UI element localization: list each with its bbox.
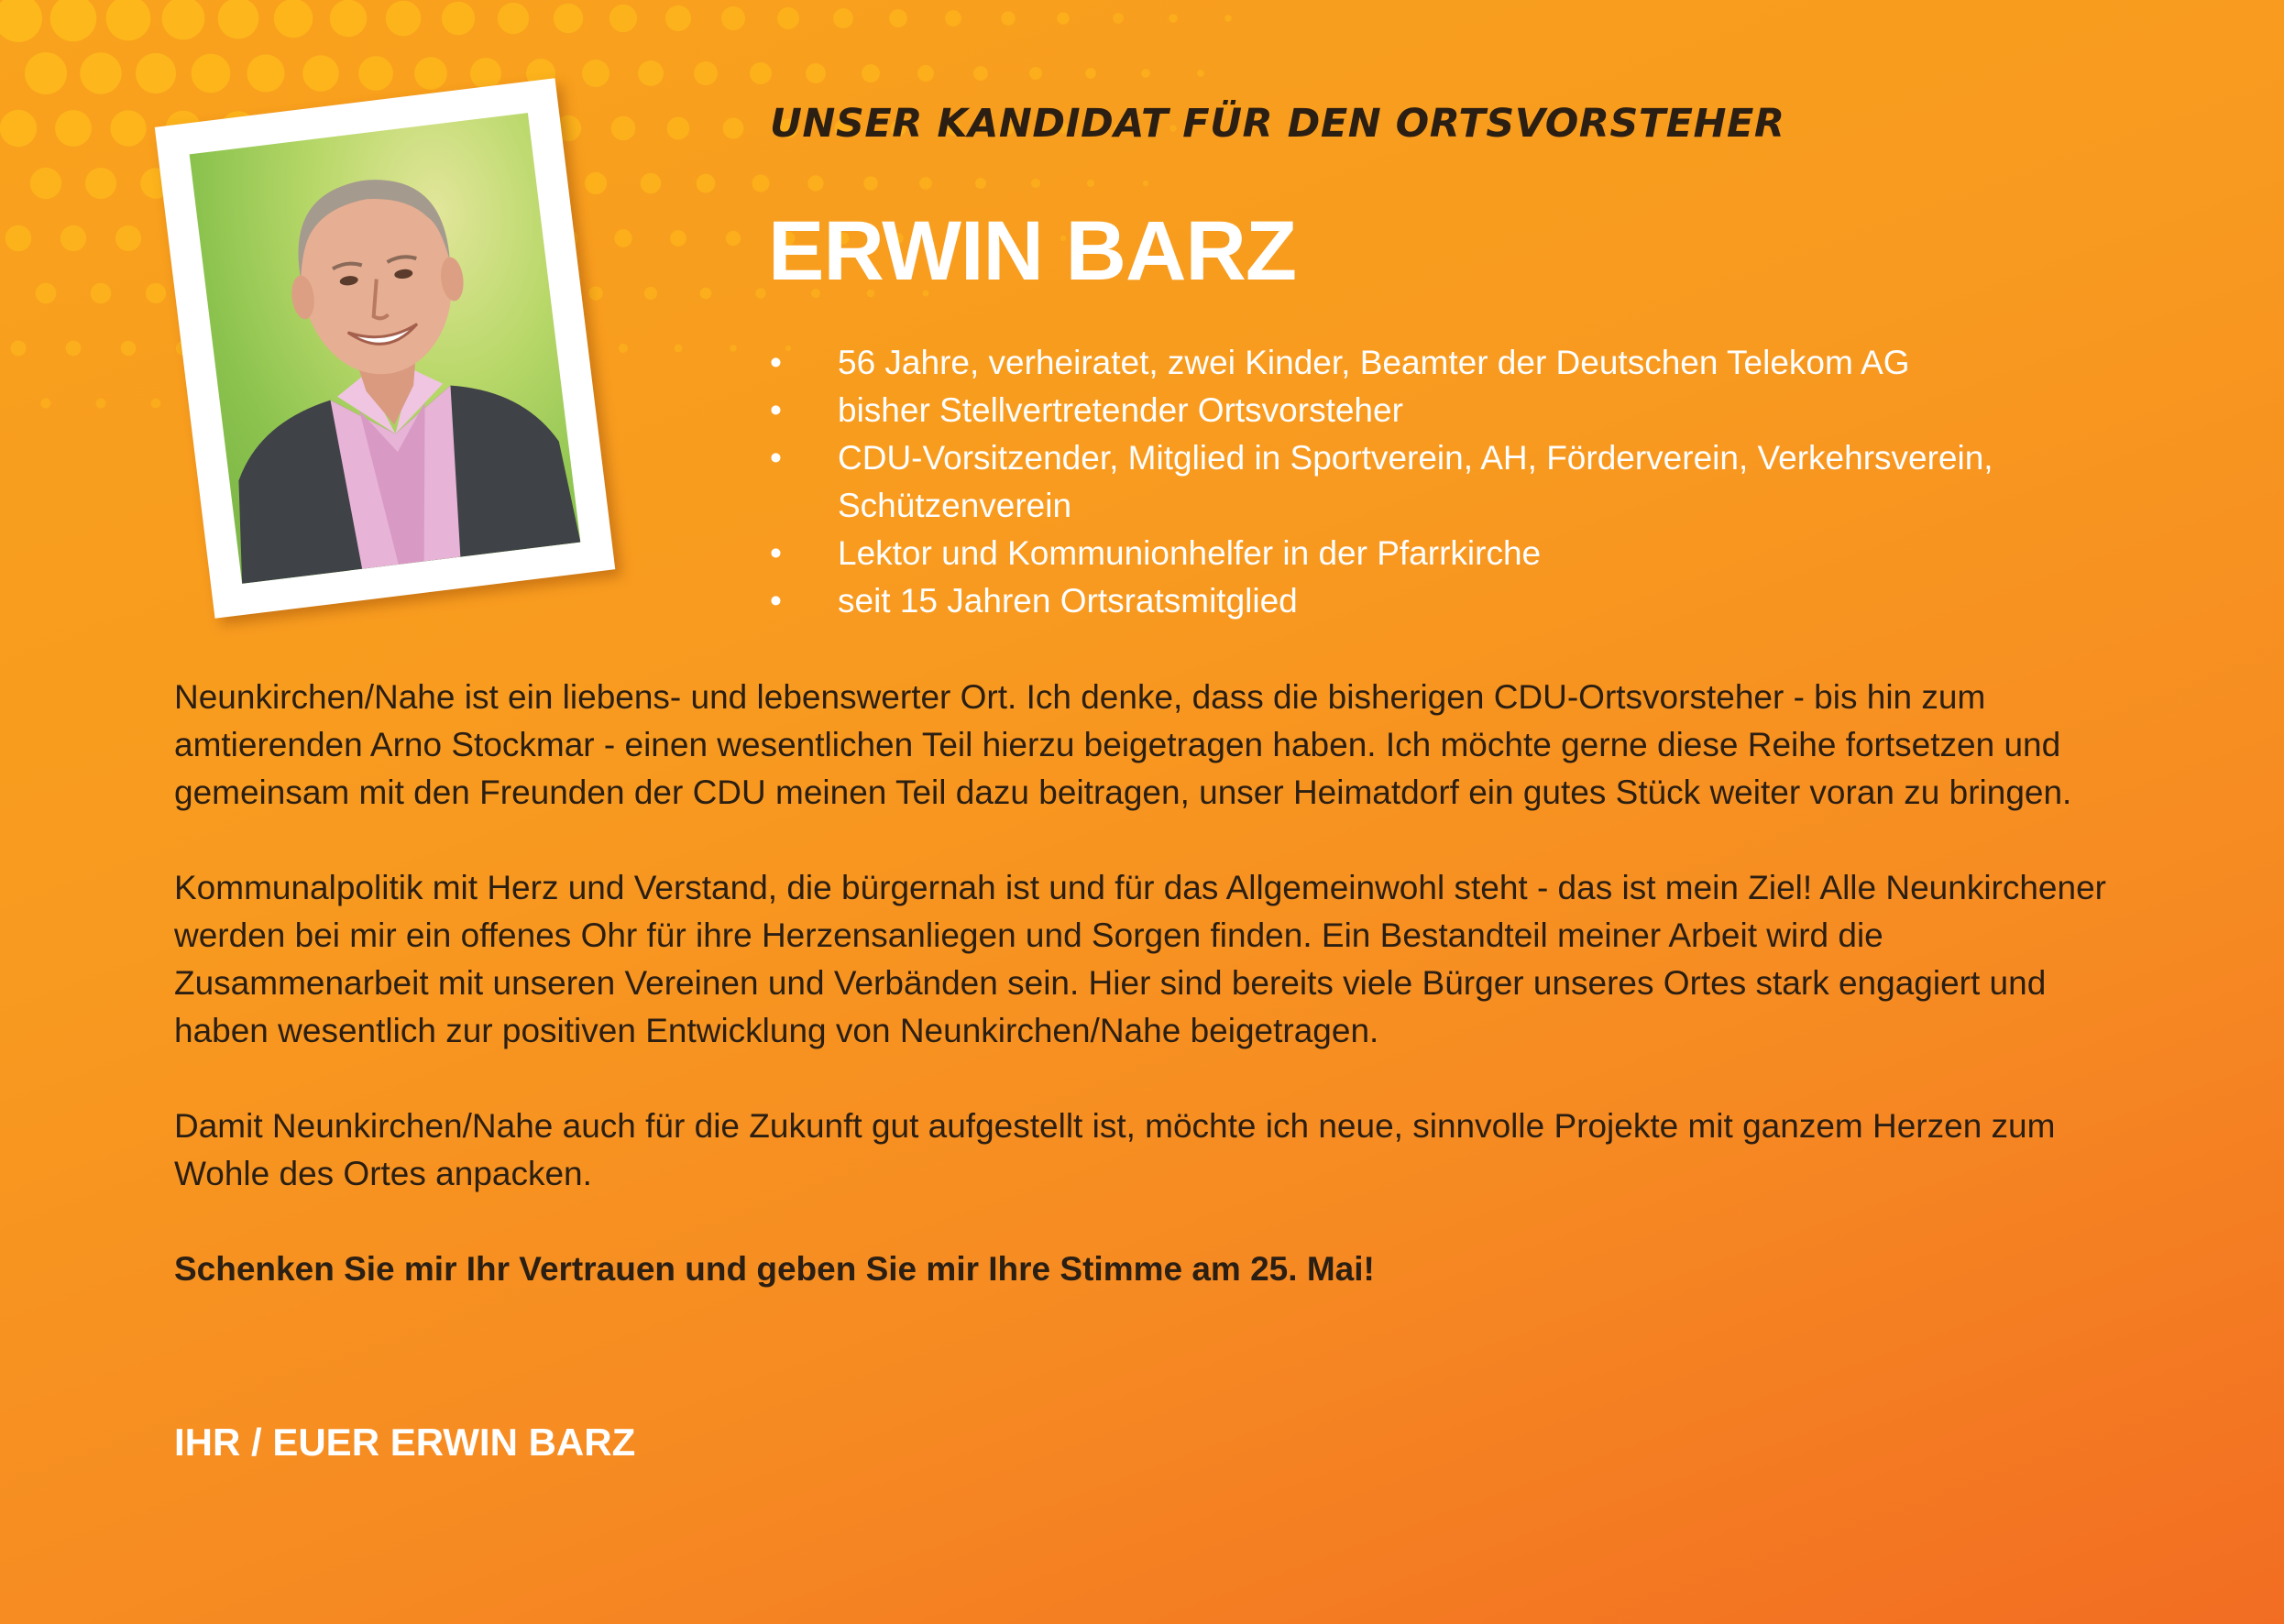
halftone-dot [730,345,737,352]
halftone-dot [862,64,880,82]
candidate-kicker: UNSER KANDIDAT FÜR DEN ORTSVORSTEHER [770,101,1785,147]
halftone-dot [146,283,166,303]
statement-paragraph-2: Kommunalpolitik mit Herz und Verstand, die bürgernah ist und für das Allgemeinwohl steht - das ist mein Ziel! Alle Neunkirchener werden bei mir ein offenes Ohr für ihre Herzensanliegen und Sorgen finden. Ein Bestandteil meiner Arbeit wird die Zusammenarbeit mit unseren Vereinen und Verbänden sein. Hier sind bereits viele Bürger unseres Ortes stark engagiert und haben wesentlich zur positiven Entwicklung von Neunkirchen/Nahe beigetragen. [174,869,2106,1049]
candidate-portrait-icon [190,113,581,584]
halftone-dot [302,55,339,92]
halftone-dot [50,0,97,41]
halftone-dot [36,283,57,304]
candidate-name: ERWIN BARZ [768,204,1297,298]
candidate-photo-frame [155,78,616,619]
halftone-dot [1031,179,1040,188]
halftone-dot [670,230,686,247]
halftone-dot [638,60,664,86]
fact-item: • CDU-Vorsitzender, Mitglied in Sportverein, AH, Förderverein, Verkehrsverein, Schützenverein [770,434,2145,530]
halftone-dot [619,344,628,353]
halftone-dot [919,177,932,190]
halftone-dot [700,288,712,300]
signature: IHR / EUER ERWIN BARZ [174,1421,636,1464]
halftone-dot [1169,14,1177,22]
halftone-dot [5,225,32,252]
halftone-dot [609,5,637,32]
halftone-dot [1113,13,1124,24]
halftone-dot [665,5,691,31]
halftone-dot [863,176,878,191]
halftone-dot [675,345,683,353]
halftone-dot [60,225,86,251]
halftone-dot [755,288,765,298]
halftone-dot [1141,69,1150,78]
halftone-dot [807,175,823,191]
call-to-action: Schenken Sie mir Ihr Vertrauen und geben Sie mir Ihre Stimme am 25. Mai! [174,1250,1375,1288]
halftone-dot [721,6,745,30]
halftone-dot [588,286,602,300]
halftone-dot [25,52,67,94]
halftone-dot [611,116,636,141]
halftone-dot [162,0,205,39]
halftone-dot [115,225,141,251]
halftone-dot [752,174,769,192]
halftone-dot [55,110,92,147]
fact-item: • seit 15 Jahren Ortsratsmitglied [770,577,2145,625]
halftone-dot [498,3,529,34]
halftone-dot [585,172,607,194]
halftone-dot [806,63,826,83]
halftone-dot [106,0,151,40]
halftone-dot [0,110,37,147]
halftone-dot [1143,181,1148,186]
halftone-dot [414,57,447,90]
halftone-dot [945,10,961,27]
candidate-statement [174,674,2145,1341]
halftone-dot [641,173,662,194]
halftone-dot [121,341,137,357]
halftone-dot [218,0,259,38]
halftone-dot [1057,12,1070,25]
halftone-dot [30,168,61,199]
halftone-dot [1087,180,1094,187]
halftone-dot [1224,15,1231,21]
halftone-dot [694,61,718,85]
halftone-dot [442,2,475,35]
halftone-dot [1085,68,1096,79]
halftone-dot [1001,11,1016,26]
fact-item: • bisher Stellvertretender Ortsvorsteher [770,387,2145,434]
halftone-dot [274,0,313,38]
statement-paragraph-3: Damit Neunkirchen/Nahe auch für die Zukunft gut aufgestellt ist, möchte ich neue, sinnvolle Projekte mit ganzem Herzen zum Wohle des Ortes anpacken. [174,1107,2056,1192]
halftone-dot [247,54,284,92]
halftone-dot [110,110,146,146]
halftone-dot [723,118,744,139]
halftone-dot [386,1,422,37]
halftone-dot [750,62,772,84]
halftone-dot [667,117,690,140]
halftone-dot [554,4,583,33]
halftone-dot [833,8,853,28]
halftone-dot [1029,67,1042,80]
candidate-facts-list [770,339,2145,625]
fact-item: • 56 Jahre, verheiratet, zwei Kinder, Beamter der Deutschen Telekom AG [770,339,2145,387]
halftone-dot [777,7,799,29]
halftone-dot [41,399,51,409]
halftone-dot [192,54,231,93]
halftone-dot [697,174,716,193]
halftone-dot [80,52,121,93]
halftone-dot [330,0,368,37]
halftone-dot [85,168,116,199]
halftone-dot [151,399,161,409]
halftone-dot [91,283,112,304]
halftone-dot [96,399,106,409]
fact-item: • Lektor und Kommunionhelfer in der Pfarrkirche [770,530,2145,577]
halftone-dot [136,53,176,93]
halftone-dot [582,60,609,87]
halftone-dot [975,178,986,189]
halftone-dot [726,231,741,246]
halftone-dot [358,56,393,91]
halftone-dot [917,65,934,82]
halftone-dot [0,0,42,42]
statement-paragraph-1: Neunkirchen/Nahe ist ein liebens- und lebenswerter Ort. Ich denke, dass die bisherigen CDU-Ortsvorsteher - bis hin zum amtierenden Arno Stockmar - einen wesentlichen Teil hierzu beigetragen haben. Ich möchte gerne diese Reihe fortsetzen und gemeinsam mit den Freunden der CDU meinen Teil dazu beitragen, unser Heimatdorf ein gutes Stück weiter voran zu bringen. [174,678,2072,811]
halftone-dot [889,9,907,27]
halftone-dot [1197,70,1204,77]
halftone-dot [11,341,27,357]
halftone-dot [66,341,82,357]
halftone-dot [614,229,631,247]
halftone-dot [644,287,657,300]
halftone-dot [973,66,988,81]
